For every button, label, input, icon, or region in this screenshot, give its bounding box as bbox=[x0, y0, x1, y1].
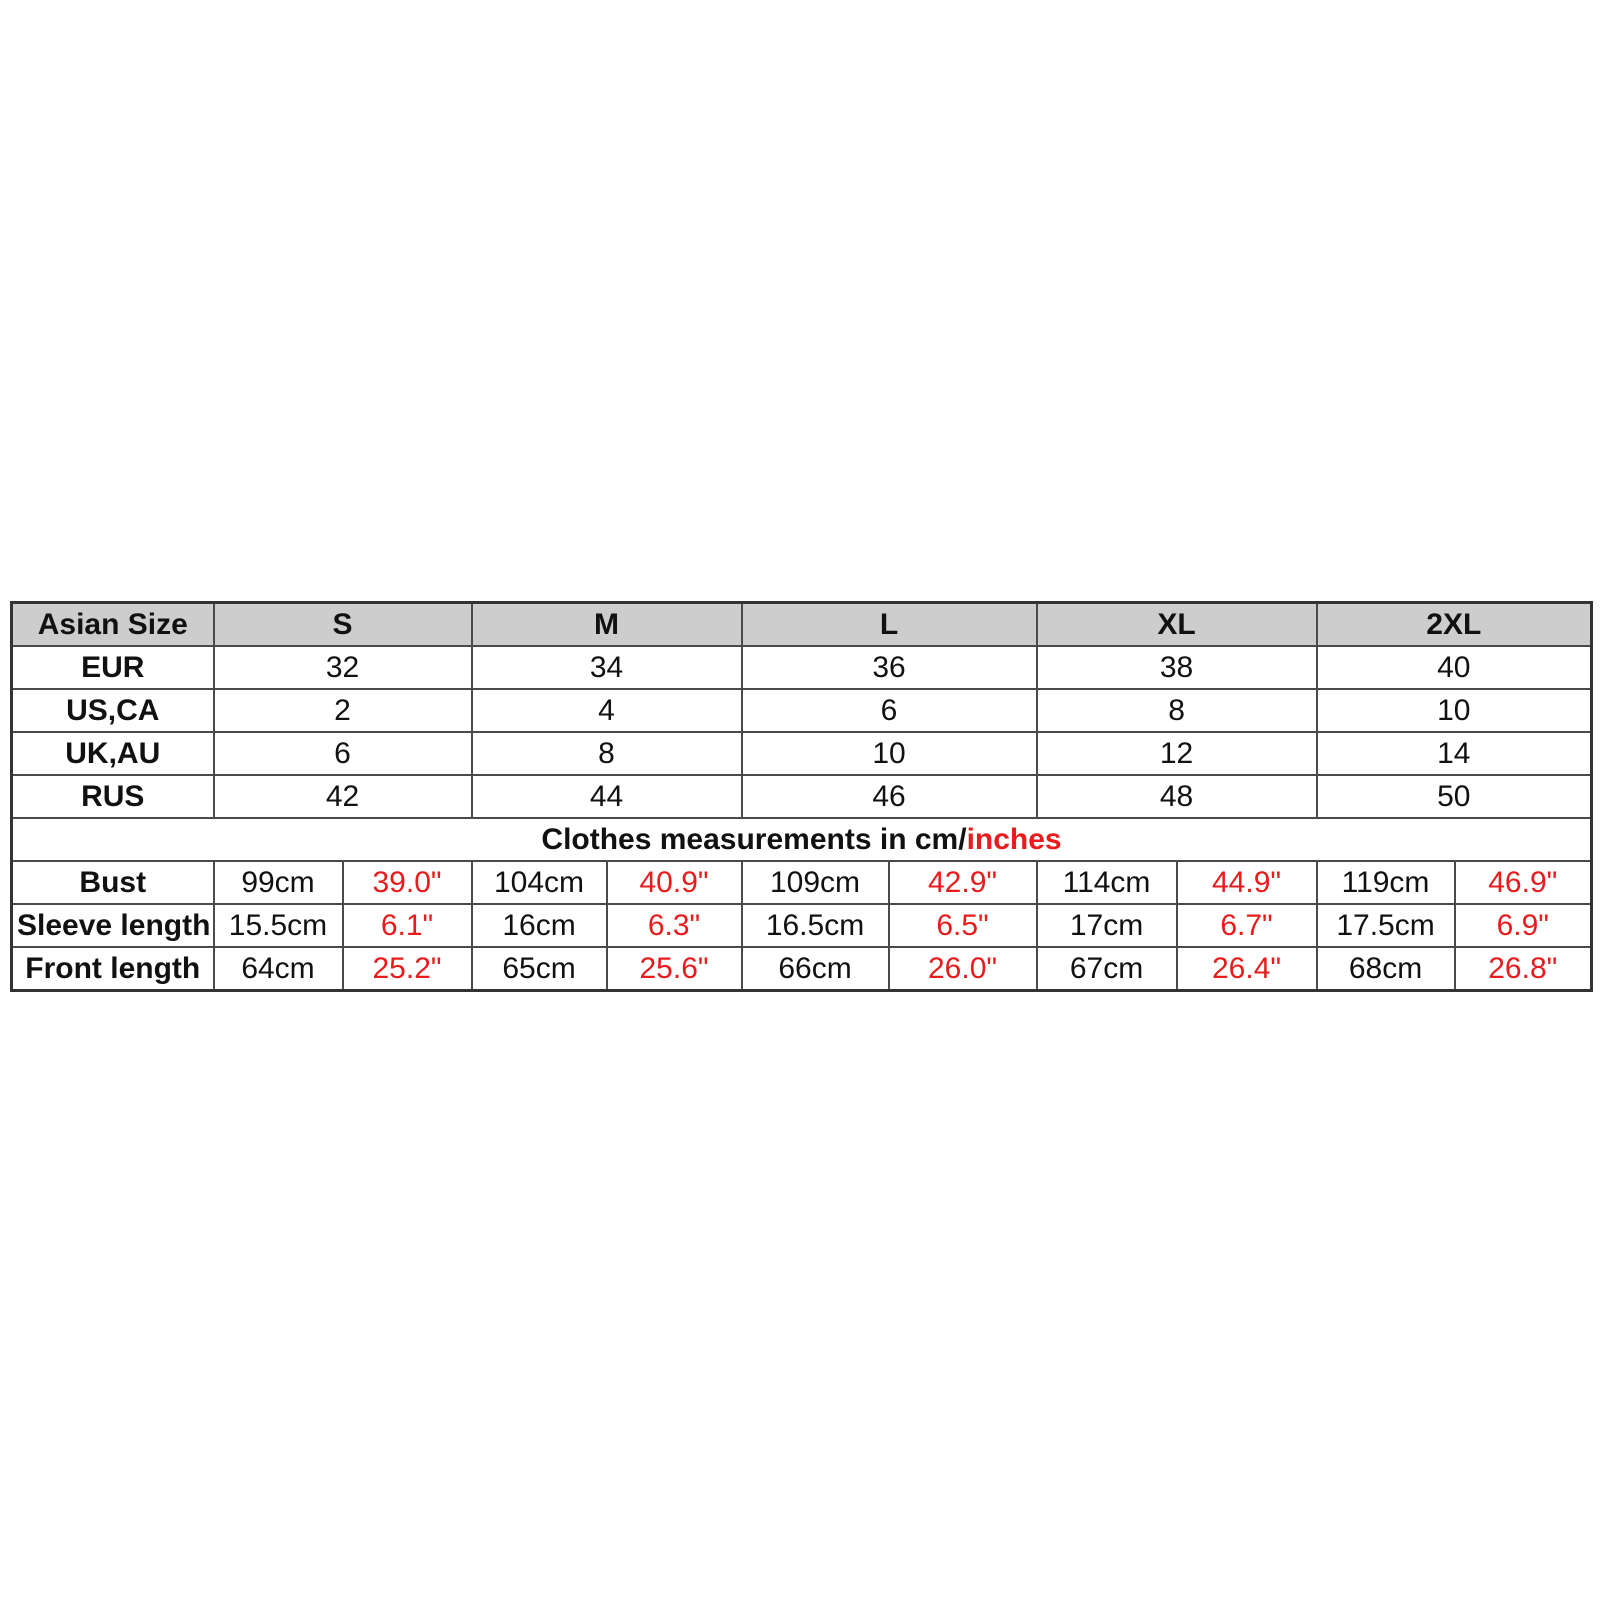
row-label-rus: RUS bbox=[12, 775, 214, 818]
row-label-sleeve-length: Sleeve length bbox=[12, 904, 214, 947]
cm-cell: 65cm bbox=[472, 947, 607, 991]
section-title-red: inches bbox=[966, 822, 1062, 856]
size-header-2xl: 2XL bbox=[1317, 603, 1592, 647]
inch-cell: 42.9" bbox=[889, 861, 1037, 904]
table-row-sleeve-length bbox=[12, 904, 1592, 947]
value-cell: 38 bbox=[1037, 646, 1317, 689]
table-row-rus bbox=[12, 775, 1592, 818]
inch-cell: 44.9" bbox=[1177, 861, 1317, 904]
value-cell: 8 bbox=[472, 732, 742, 775]
size-header-s: S bbox=[214, 603, 472, 647]
value-cell: 6 bbox=[742, 689, 1037, 732]
cm-cell: 109cm bbox=[742, 861, 889, 904]
value-cell: 4 bbox=[472, 689, 742, 732]
inch-cell: 6.9" bbox=[1455, 904, 1592, 947]
value-cell: 48 bbox=[1037, 775, 1317, 818]
header-row bbox=[12, 603, 1592, 647]
value-cell: 14 bbox=[1317, 732, 1592, 775]
row-label-usca: US,CA bbox=[12, 689, 214, 732]
inch-cell: 39.0" bbox=[343, 861, 472, 904]
table-row-front-length bbox=[12, 947, 1592, 991]
section-title-row bbox=[12, 818, 1592, 861]
size-header-xl: XL bbox=[1037, 603, 1317, 647]
cm-cell: 17.5cm bbox=[1317, 904, 1455, 947]
value-cell: 40 bbox=[1317, 646, 1592, 689]
cm-cell: 99cm bbox=[214, 861, 343, 904]
cm-cell: 16cm bbox=[472, 904, 607, 947]
row-label-bust: Bust bbox=[12, 861, 214, 904]
row-label-ukau: UK,AU bbox=[12, 732, 214, 775]
cm-cell: 119cm bbox=[1317, 861, 1455, 904]
cm-cell: 17cm bbox=[1037, 904, 1177, 947]
row-label-eur: EUR bbox=[12, 646, 214, 689]
table-row-eur bbox=[12, 646, 1592, 689]
value-cell: 36 bbox=[742, 646, 1037, 689]
value-cell: 8 bbox=[1037, 689, 1317, 732]
cm-cell: 64cm bbox=[214, 947, 343, 991]
inch-cell: 26.0" bbox=[889, 947, 1037, 991]
value-cell: 10 bbox=[742, 732, 1037, 775]
value-cell: 32 bbox=[214, 646, 472, 689]
value-cell: 10 bbox=[1317, 689, 1592, 732]
value-cell: 50 bbox=[1317, 775, 1592, 818]
section-title-black: Clothes measurements in cm/ bbox=[541, 822, 967, 856]
value-cell: 46 bbox=[742, 775, 1037, 818]
cm-cell: 104cm bbox=[472, 861, 607, 904]
table-row-usca bbox=[12, 689, 1592, 732]
inch-cell: 6.7" bbox=[1177, 904, 1317, 947]
cm-cell: 114cm bbox=[1037, 861, 1177, 904]
row-label-front-length: Front length bbox=[12, 947, 214, 991]
value-cell: 44 bbox=[472, 775, 742, 818]
header-label-cell: Asian Size bbox=[12, 603, 214, 647]
inch-cell: 26.8" bbox=[1455, 947, 1592, 991]
value-cell: 6 bbox=[214, 732, 472, 775]
cm-cell: 66cm bbox=[742, 947, 889, 991]
inch-cell: 6.3" bbox=[607, 904, 742, 947]
size-chart-table bbox=[10, 601, 1593, 992]
inch-cell: 6.1" bbox=[343, 904, 472, 947]
table-row-bust bbox=[12, 861, 1592, 904]
value-cell: 12 bbox=[1037, 732, 1317, 775]
inch-cell: 25.6" bbox=[607, 947, 742, 991]
section-title-cell bbox=[12, 818, 1592, 861]
inch-cell: 46.9" bbox=[1455, 861, 1592, 904]
inch-cell: 25.2" bbox=[343, 947, 472, 991]
inch-cell: 6.5" bbox=[889, 904, 1037, 947]
inch-cell: 26.4" bbox=[1177, 947, 1317, 991]
cm-cell: 68cm bbox=[1317, 947, 1455, 991]
value-cell: 42 bbox=[214, 775, 472, 818]
cm-cell: 67cm bbox=[1037, 947, 1177, 991]
value-cell: 34 bbox=[472, 646, 742, 689]
size-header-l: L bbox=[742, 603, 1037, 647]
inch-cell: 40.9" bbox=[607, 861, 742, 904]
cm-cell: 16.5cm bbox=[742, 904, 889, 947]
cm-cell: 15.5cm bbox=[214, 904, 343, 947]
value-cell: 2 bbox=[214, 689, 472, 732]
table-row-ukau bbox=[12, 732, 1592, 775]
size-header-m: M bbox=[472, 603, 742, 647]
